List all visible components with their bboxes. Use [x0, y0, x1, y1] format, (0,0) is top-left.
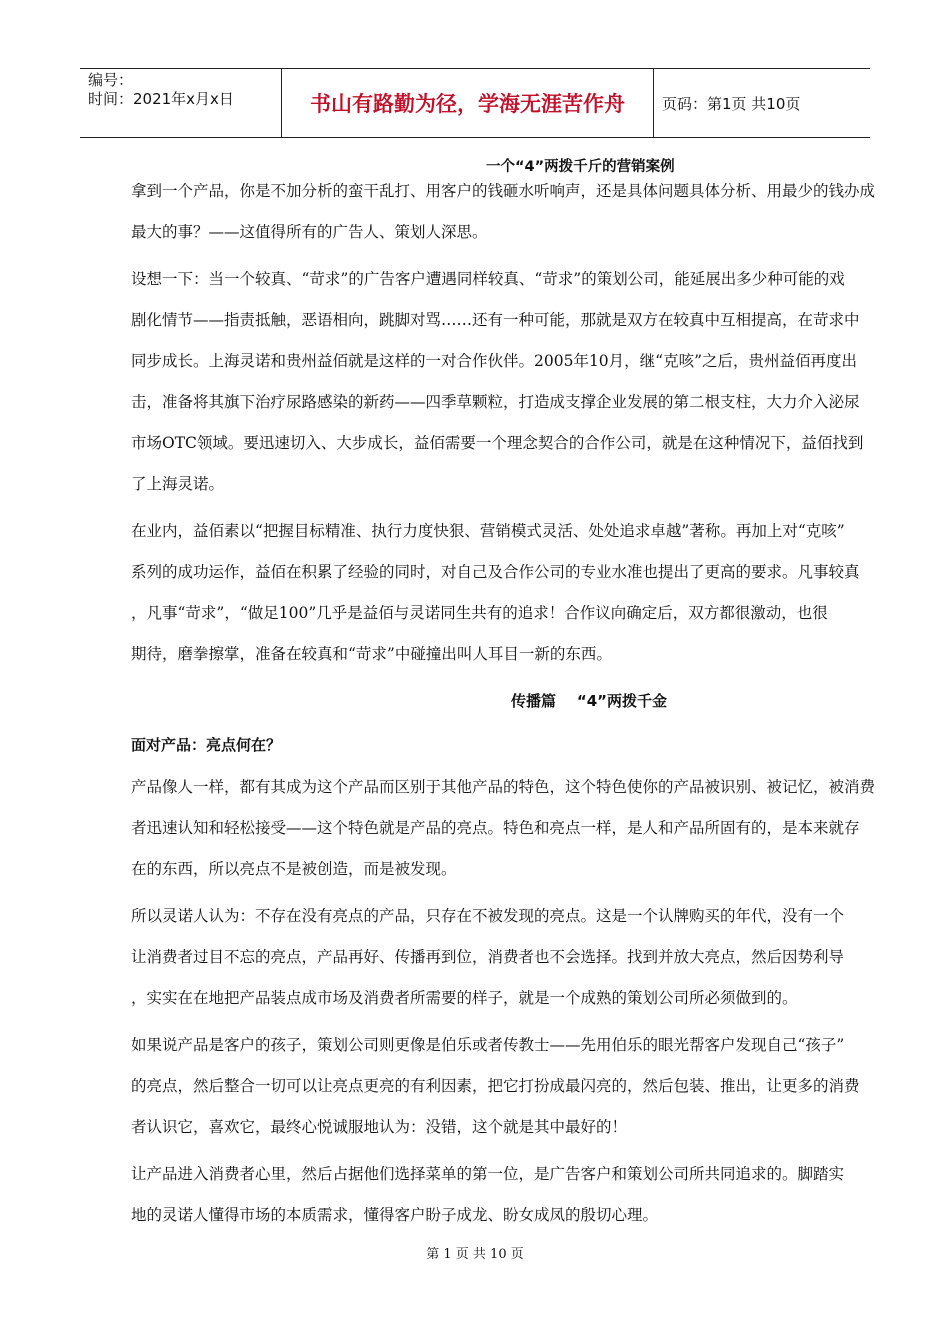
document-body	[131, 155, 941, 1250]
document-title: 一个“4”两拨千斤的营销案例	[486, 159, 675, 175]
text-line: 击，准备将其旗下治疗尿路感染的新药——四季草颗粒，打造成支撑企业发展的第二根支柱，大力介入泌尿	[131, 393, 860, 411]
text-line: 在的东西，所以亮点不是被创造，而是被发现。	[131, 860, 457, 878]
text-line: 者认识它，喜欢它，最终心悦诚服地认为：没错，这个就是其中最好的！	[131, 1118, 628, 1136]
text-line: 地的灵诺人懂得市场的本质需求，懂得客户盼子成龙、盼女成凤的殷切心理。	[131, 1206, 659, 1224]
text-line: 剧化情节——指责抵触，恶语相向，跳脚对骂……还有一种可能，那就是双方在较真中互相提高，在苛求中	[131, 311, 860, 329]
date-label: 时间：2021年x月x日	[88, 90, 234, 108]
text-line: ，凡事“苛求”，“做足100”几乎是益佰与灵诺同生共有的追求！合作议向确定后，双方都很激动，也很	[131, 604, 828, 622]
paragraph	[131, 775, 941, 898]
text-line: 期待，磨拳擦掌，准备在较真和“苛求”中碰撞出叫人耳目一新的东西。	[131, 645, 612, 663]
text-line: 让消费者过目不忘的亮点，产品再好、传播再到位，消费者也不会选择。找到并放大亮点，然后因势利导	[131, 948, 845, 966]
paragraph	[131, 904, 941, 1027]
text-line: 了上海灵诺。	[131, 475, 225, 493]
text-line: 设想一下：当一个较真、“苛求”的广告客户遭遇同样较真、“苛求”的策划公司，能延展出多少种可能的戏	[131, 270, 845, 288]
text-line: ，实实在在地把产品装点成市场及消费者所需要的样子，就是一个成熟的策划公司所必须做到的。	[131, 989, 798, 1007]
paragraph	[131, 267, 941, 513]
page-footer: 第 1 页 共 10 页	[426, 1247, 524, 1262]
intro-section	[131, 179, 941, 683]
header-motto: 书山有路勤为径，学海无涯苦作舟	[282, 69, 654, 137]
paragraph	[131, 1162, 941, 1244]
paragraph	[131, 519, 941, 683]
text-line: 者迅速认知和轻松接受——这个特色就是产品的亮点。特色和亮点一样，是人和产品所固有的，是本来就存	[131, 819, 860, 837]
text-line: 产品像人一样，都有其成为这个产品而区别于其他产品的特色，这个特色使你的产品被识别、被记忆，被消费	[131, 778, 876, 796]
text-line: 如果说产品是客户的孩子，策划公司则更像是伯乐或者传教士——先用伯乐的眼光帮客户发现自己“孩子”	[131, 1036, 845, 1054]
paragraph	[131, 179, 941, 261]
section-body	[131, 775, 941, 1244]
paragraph	[131, 1033, 941, 1156]
text-line: 让产品进入消费者心里，然后占据他们选择菜单的第一位，是广告客户和策划公司所共同追求的。脚踏实	[131, 1165, 845, 1183]
text-line: 拿到一个产品，你是不加分析的蛮干乱打、用客户的钱砸水听响声，还是具体问题具体分析、用最少的钱办成	[131, 182, 876, 200]
text-line: 所以灵诺人认为：不存在没有亮点的产品，只存在不被发现的亮点。这是一个认牌购买的年代，没有一个	[131, 907, 845, 925]
text-line: 最大的事？——这值得所有的广告人、策划人深思。	[131, 223, 488, 241]
text-line: 同步成长。上海灵诺和贵州益佰就是这样的一对合作伙伴。2005年10月，继“克咳”之后，贵州益佰再度出	[131, 352, 858, 370]
header-meta	[80, 69, 282, 137]
sub-heading: 面对产品：亮点何在？	[131, 736, 282, 754]
number-label: 编号：	[88, 71, 134, 89]
text-line: 的亮点，然后整合一切可以让亮点更亮的有利因素，把它打扮成最闪亮的，然后包装、推出，让更多的消费	[131, 1077, 860, 1095]
page-header	[80, 68, 870, 138]
text-line: 市场OTC领域。要迅速切入、大步成长，益佰需要一个理念契合的合作公司，就是在这种情况下，益佰找到	[131, 434, 864, 452]
text-line: 在业内，益佰素以“把握目标精准、执行力度快狠、营销模式灵活、处处追求卓越”著称。再加上对“克咳”	[131, 522, 845, 540]
text-line: 系列的成功运作，益佰在积累了经验的同时，对自己及合作公司的专业水准也提出了更高的要求。凡事较真	[131, 563, 860, 581]
header-page-info: 页码：第1页 共10页	[662, 94, 801, 113]
section-title: 传播篇 “4”两拨千金	[511, 692, 668, 710]
